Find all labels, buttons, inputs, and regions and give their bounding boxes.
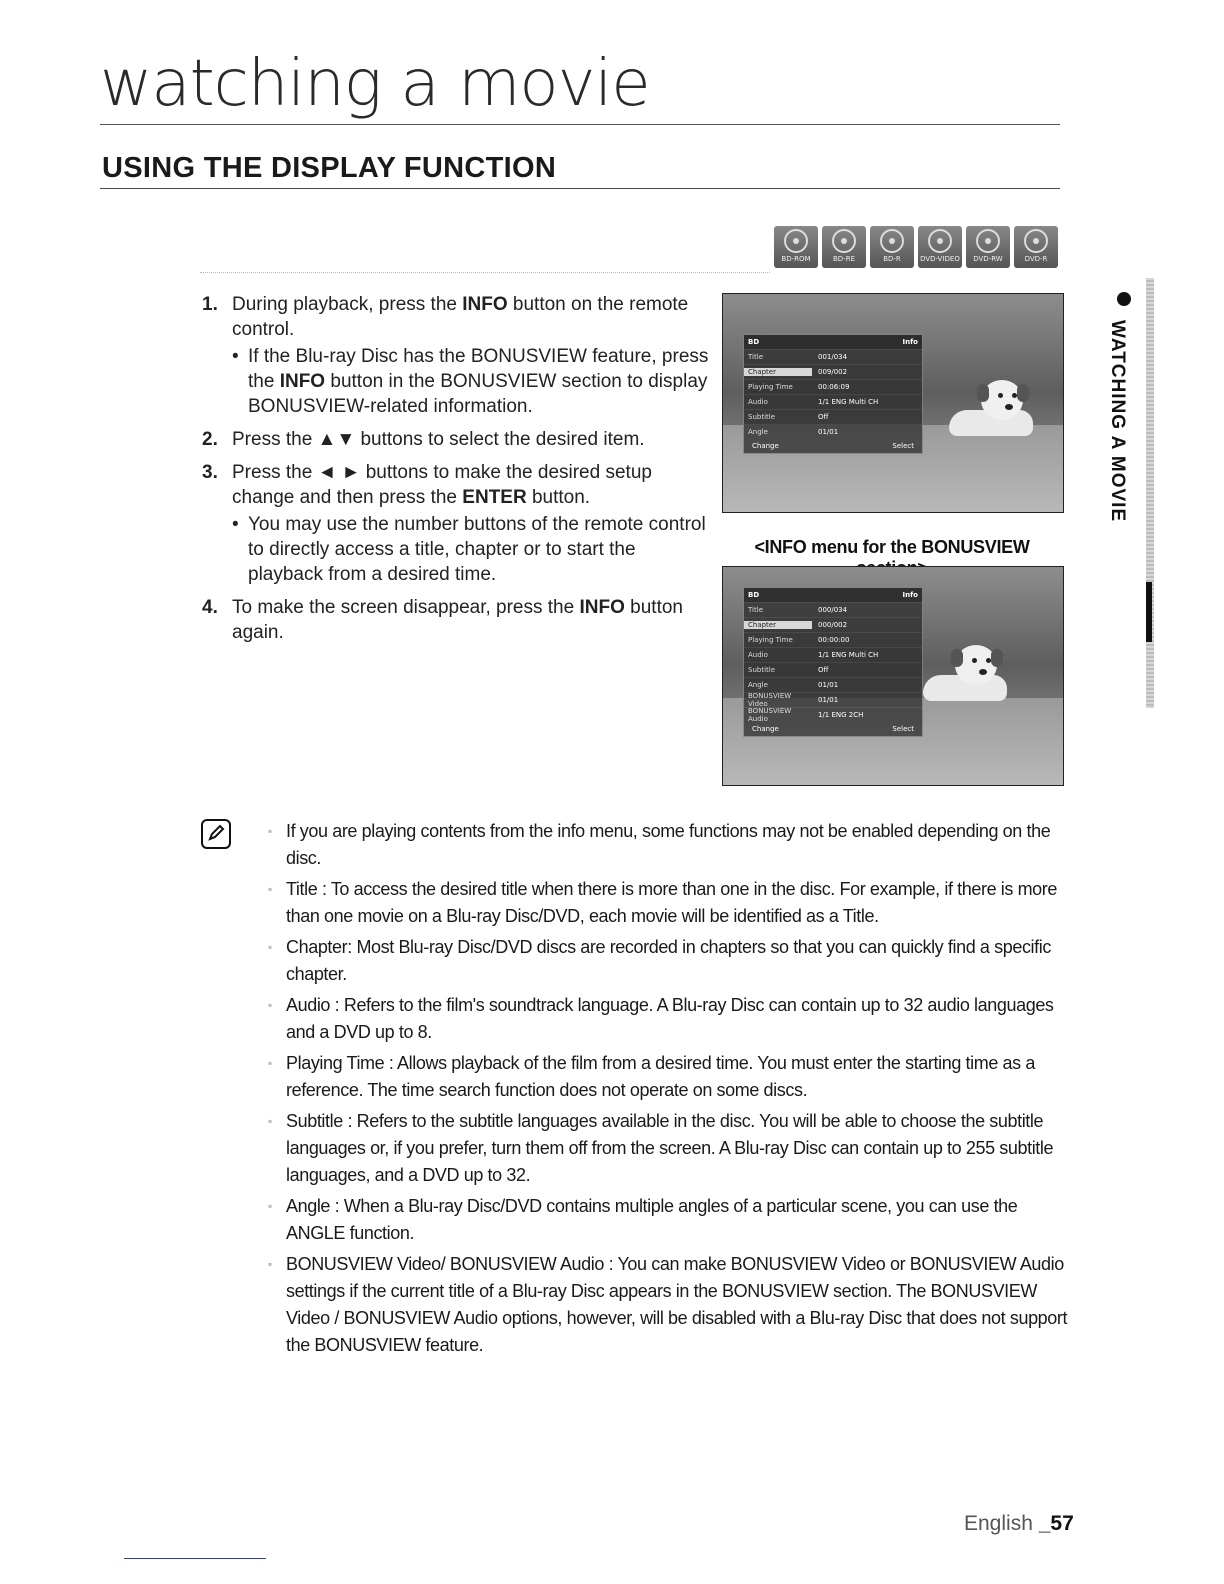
notes-list xyxy=(268,818,1078,1363)
note-item: ▪ BONUSVIEW Video/ BONUSVIEW Audio : You can make BONUSVIEW Video or BONUSVIEW Audio settings if the current title of a Blu-ray Disc appears in the BONUSVIEW section. The BONUSVIEW Video / BONUSVIEW Audio options, however, will be disabled with a Blu-ray Disc that does not support the BONUSVIEW feature. xyxy=(268,1251,1078,1359)
dotted-divider xyxy=(200,272,770,273)
osd-key: Audio xyxy=(748,651,768,659)
note-item: ▪ Subtitle : Refers to the subtitle languages available in the disc. You will be able to choose the subtitle languages or, if you prefer, turn them off from the screen. A Blu-ray Disc can contain up to 255 subtitle languages, and a DVD up to 32. xyxy=(268,1108,1078,1189)
osd-header xyxy=(744,588,922,602)
note-item: ▪ Chapter: Most Blu-ray Disc/DVD discs are recorded in chapters so that you can quickly find a specific chapter. xyxy=(268,934,1078,988)
osd-row xyxy=(744,662,922,677)
osd-key: Subtitle xyxy=(748,666,776,674)
osd-value: 1/1 ENG Multi CH xyxy=(818,398,879,406)
page-footer xyxy=(964,1512,1074,1536)
osd-row xyxy=(744,424,922,439)
step-item xyxy=(200,595,715,645)
puppy-image xyxy=(923,643,1007,701)
osd-key: Subtitle xyxy=(748,413,776,421)
osd-header xyxy=(744,335,922,349)
osd-title: BD xyxy=(748,338,760,346)
side-tab-bar xyxy=(1146,278,1154,708)
page-number: _57 xyxy=(1038,1512,1074,1535)
disc-badge xyxy=(822,226,866,268)
chapter-title: watching a movie xyxy=(100,47,650,121)
step-text: Press the xyxy=(232,462,318,483)
osd-value: Off xyxy=(818,666,829,674)
step-number: 4. xyxy=(202,597,218,618)
step-bold: ◄ ► xyxy=(317,462,361,483)
osd-row xyxy=(744,602,922,617)
osd-key: Title xyxy=(748,353,764,361)
info-osd-panel xyxy=(743,587,923,737)
step-number: 2. xyxy=(202,429,218,450)
chapter-title-rule xyxy=(100,124,1060,125)
footer-rule xyxy=(124,1558,266,1559)
figure-caption: <INFO menu for the BONUSVIEW xyxy=(754,537,1030,557)
step-text: You may use the number buttons of the remote control to directly access a title, chapter or to start the playback from a desired time. xyxy=(248,514,706,585)
step-bold: ▲▼ xyxy=(317,429,356,450)
osd-key: Chapter xyxy=(744,621,812,629)
osd-row xyxy=(744,617,922,632)
disc-badge xyxy=(966,226,1010,268)
note-item: ▪ Playing Time : Allows playback of the film from a desired time. You must enter the starting time as a reference. The time search function does not operate on some discs. xyxy=(268,1050,1078,1104)
osd-key: BONUSVIEW Audio xyxy=(748,707,792,723)
note-icon xyxy=(201,819,231,849)
instruction-steps xyxy=(200,292,715,653)
osd-change-label: Change xyxy=(752,725,779,733)
step-text: button. xyxy=(526,487,591,508)
side-tab-label: WATCHING A MOVIE xyxy=(1107,320,1128,523)
osd-key: Angle xyxy=(748,681,768,689)
osd-footer xyxy=(744,439,922,453)
osd-row xyxy=(744,632,922,647)
step-bold: INFO xyxy=(462,294,508,315)
step-text: button again. xyxy=(232,597,683,643)
osd-select-label: Select xyxy=(892,442,914,450)
disc-badge xyxy=(1014,226,1058,268)
osd-value: 00:06:09 xyxy=(818,383,850,391)
step-text: During playback, press the xyxy=(232,294,463,315)
note-item: ▪ Audio : Refers to the film's soundtrack language. A Blu-ray Disc can contain up to 32 audio languages and a DVD up to 8. xyxy=(268,992,1078,1046)
step-bold: INFO xyxy=(279,371,326,392)
note-item: ▪ Angle : When a Blu-ray Disc/DVD contains multiple angles of a particular scene, you can use the ANGLE function. xyxy=(268,1193,1078,1247)
step-text: buttons to make the desired setup change and then press the xyxy=(232,462,652,508)
osd-key: Audio xyxy=(748,398,768,406)
step-text: buttons to select the desired item. xyxy=(355,429,645,450)
step-text: If the Blu-ray Disc has the BONUSVIEW feature, press the xyxy=(248,346,709,392)
disc-icon xyxy=(976,229,1000,253)
osd-row xyxy=(744,677,922,692)
info-menu-screenshot xyxy=(722,293,1064,513)
step-item xyxy=(200,460,715,587)
section-title: USING THE DISPLAY FUNCTION xyxy=(102,152,557,184)
osd-row xyxy=(744,409,922,424)
osd-value: 000/034 xyxy=(818,606,848,614)
step-item xyxy=(200,292,715,419)
osd-value: 001/034 xyxy=(818,353,848,361)
disc-badge xyxy=(870,226,914,268)
osd-change-label: Change xyxy=(752,442,779,450)
step-text: button on the remote control. xyxy=(232,294,689,340)
section-rule xyxy=(100,188,1060,189)
osd-value: 00:00:00 xyxy=(818,636,850,644)
disc-badge-label: DVD-RW xyxy=(973,255,1003,263)
disc-icon xyxy=(1024,229,1048,253)
osd-value: 01/01 xyxy=(818,428,839,436)
osd-key: Playing Time xyxy=(748,383,793,391)
osd-row xyxy=(744,364,922,379)
step-text: Press the xyxy=(232,429,318,450)
osd-key: Title xyxy=(748,606,764,614)
side-tab-dot xyxy=(1117,292,1131,306)
step-sub-bullet xyxy=(232,512,715,587)
osd-value: 000/002 xyxy=(818,621,848,629)
osd-value: Off xyxy=(818,413,829,421)
disc-badge-label: BD-R xyxy=(883,255,901,263)
step-item xyxy=(200,427,715,452)
osd-select-label: Select xyxy=(892,725,914,733)
osd-key: Chapter xyxy=(744,368,812,376)
step-number: 3. xyxy=(202,462,218,483)
disc-icon xyxy=(928,229,952,253)
step-bold: INFO xyxy=(579,597,625,618)
step-number: 1. xyxy=(202,294,218,315)
note-item: ▪ Title : To access the desired title when there is more than one in the disc. For example, if there is more than one movie on a Blu-ray Disc/DVD, each movie will be identified as a Title. xyxy=(268,876,1078,930)
side-tab-marker xyxy=(1146,582,1152,642)
disc-icon xyxy=(832,229,856,253)
note-item: ▪ If you are playing contents from the info menu, some functions may not be enabled depending on the disc. xyxy=(268,818,1078,872)
osd-value: 1/1 ENG 2CH xyxy=(818,711,864,719)
osd-info-label: Info xyxy=(902,338,918,346)
disc-type-badges xyxy=(774,226,1058,268)
osd-footer xyxy=(744,722,922,736)
step-bold: ENTER xyxy=(462,487,527,508)
disc-badge xyxy=(774,226,818,268)
osd-row xyxy=(744,349,922,364)
disc-badge-label: BD-RE xyxy=(832,255,855,263)
osd-key: Angle xyxy=(748,428,768,436)
info-osd-panel xyxy=(743,334,923,454)
osd-info-label: Info xyxy=(902,591,918,599)
bonusview-info-menu-screenshot xyxy=(722,566,1064,786)
step-text: button in the BONUSVIEW section to display BONUSVIEW-related information. xyxy=(248,371,708,417)
osd-row xyxy=(744,379,922,394)
puppy-image xyxy=(949,378,1033,436)
step-text: To make the screen disappear, press the xyxy=(232,597,580,618)
osd-value: 009/002 xyxy=(818,368,848,376)
osd-value: 01/01 xyxy=(818,681,839,689)
disc-badge xyxy=(918,226,962,268)
osd-value: 01/01 xyxy=(818,696,839,704)
disc-badge-label: BD-ROM xyxy=(781,255,811,263)
footer-language: English xyxy=(964,1512,1039,1535)
osd-row xyxy=(744,647,922,662)
disc-icon xyxy=(880,229,904,253)
osd-key: BONUSVIEW Video xyxy=(748,692,792,708)
disc-badge-label: DVD-VIDEO xyxy=(920,255,960,263)
osd-row xyxy=(744,707,922,722)
osd-row xyxy=(744,692,922,707)
disc-badge-label: DVD-R xyxy=(1024,255,1048,263)
osd-key: Playing Time xyxy=(748,636,793,644)
osd-title: BD xyxy=(748,591,760,599)
step-sub-bullet xyxy=(232,344,715,419)
disc-icon xyxy=(784,229,808,253)
osd-value: 1/1 ENG Multi CH xyxy=(818,651,879,659)
osd-row xyxy=(744,394,922,409)
